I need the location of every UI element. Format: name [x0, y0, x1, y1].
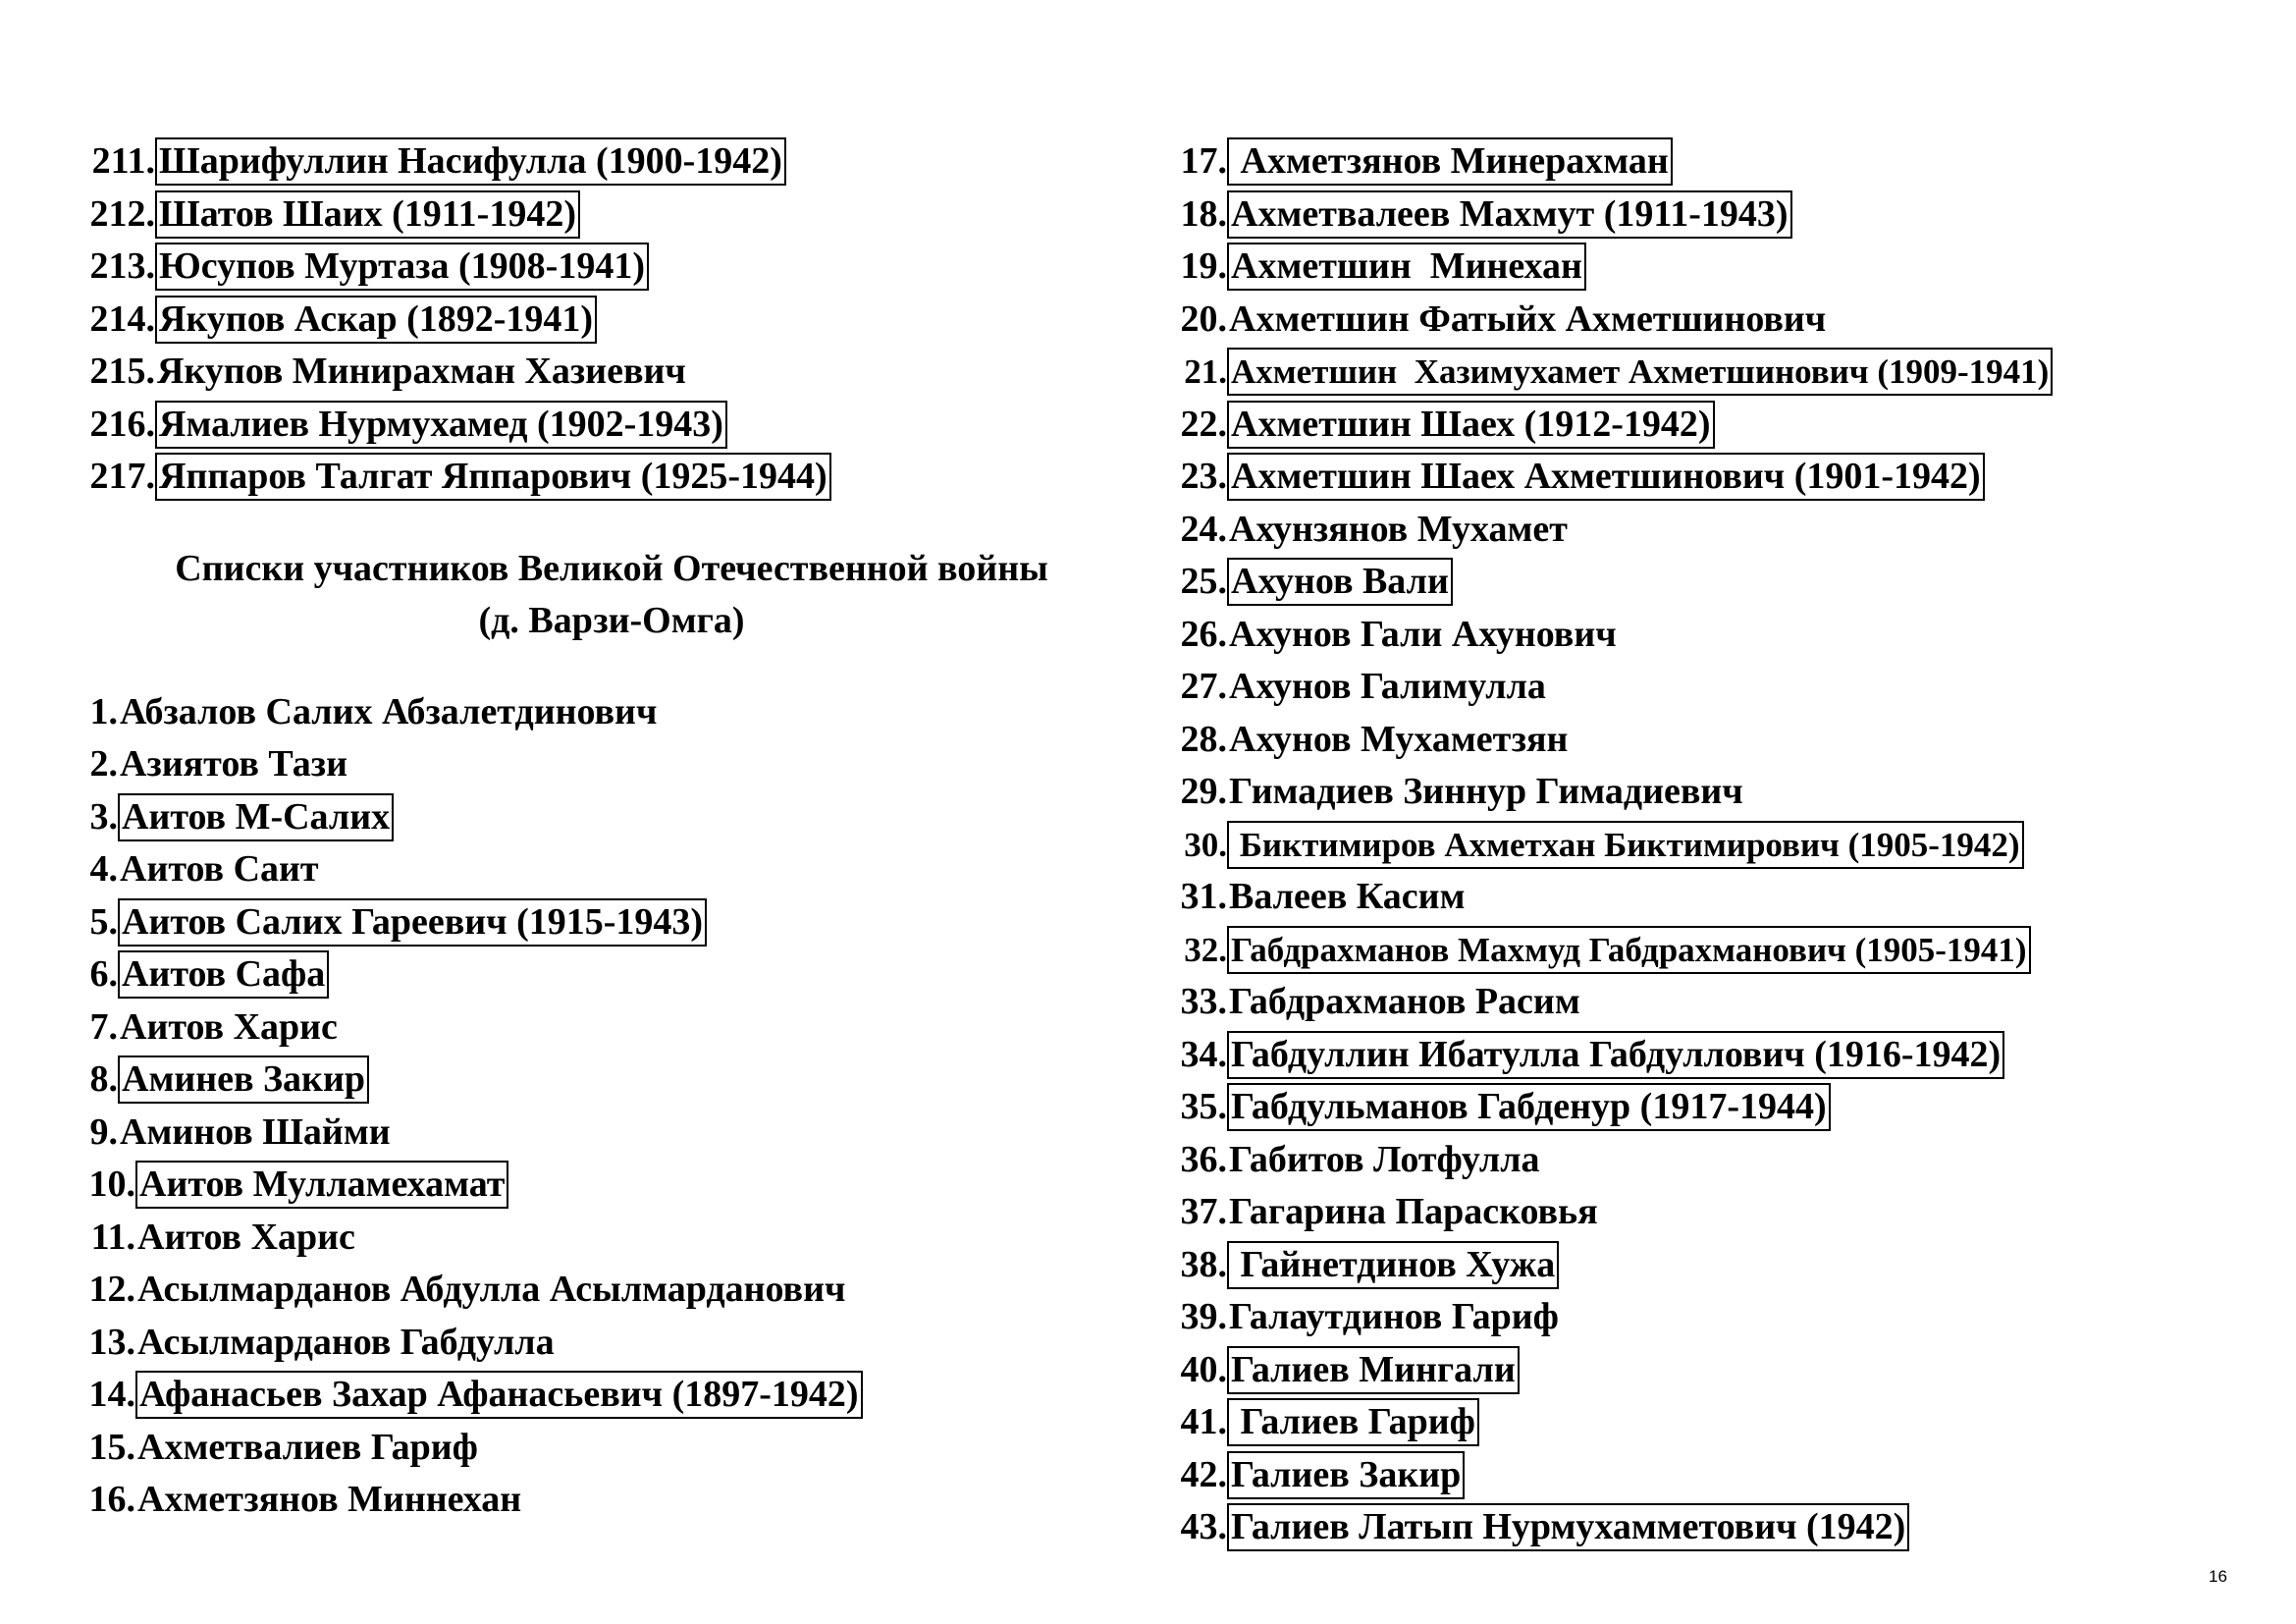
item-number: 19. — [1180, 245, 1227, 287]
item-name-boxed: Галиев Гариф — [1227, 1398, 1479, 1446]
item-name-boxed: Якупов Аскар (1892-1941) — [155, 296, 597, 344]
item-name-boxed: Гайнетдинов Хужа — [1227, 1241, 1559, 1289]
item-name-boxed: Аитов Салих Гареевич (1915-1943) — [118, 898, 707, 947]
participants-list-right — [1168, 135, 2258, 1554]
item-number: 15. — [88, 1426, 135, 1468]
item-number: 39. — [1180, 1296, 1227, 1337]
item-number: 8. — [89, 1058, 118, 1100]
item-number: 36. — [1180, 1138, 1227, 1180]
item-name-boxed: Ахметвалеев Махмут (1911-1943) — [1227, 190, 1792, 239]
item-number: 22. — [1180, 403, 1227, 445]
item-name-boxed: Аитов М-Салих — [118, 793, 394, 841]
item-number: 25. — [1180, 561, 1227, 602]
list-item — [77, 948, 1137, 1001]
list-item — [1168, 924, 2258, 977]
item-number: 212. — [89, 192, 155, 235]
list-item — [1168, 976, 2258, 1029]
list-item — [1168, 1081, 2258, 1134]
item-name-boxed: Шатов Шаих (1911-1942) — [155, 190, 580, 239]
list-item — [77, 451, 1137, 504]
item-name: Ахунзянов Мухамет — [1229, 508, 1568, 550]
item-name: Ахметвалиев Гариф — [137, 1426, 478, 1468]
item-name-boxed: Юсупов Муртаза (1908-1941) — [155, 243, 649, 291]
item-number: 27. — [1180, 666, 1227, 707]
list-item — [77, 1159, 1137, 1212]
item-name: Ахунов Гали Ахунович — [1229, 613, 1617, 655]
item-name-boxed: Ахметзянов Минерахман — [1227, 137, 1673, 186]
list-item — [77, 1369, 1137, 1422]
list-continuation — [77, 135, 1137, 504]
list-item — [77, 1422, 1137, 1475]
item-name-boxed: Габдуллин Ибатулла Габдуллович (1916-1942) — [1227, 1031, 2004, 1079]
item-name-boxed: Аитов Мулламехамат — [135, 1161, 508, 1209]
item-name-boxed: Габдрахманов Махмуд Габдрахманович (1905-1941) — [1227, 926, 2031, 974]
item-name: Ахметзянов Миннехан — [137, 1479, 522, 1520]
item-number: 38. — [1180, 1243, 1227, 1285]
list-item — [1168, 766, 2258, 819]
list-item — [77, 1264, 1137, 1317]
item-number: 26. — [1180, 613, 1227, 655]
item-number: 37. — [1180, 1191, 1227, 1232]
list-item — [1168, 1449, 2258, 1502]
item-number: 30. — [1184, 825, 1227, 864]
item-number: 23. — [1180, 456, 1227, 497]
section-heading — [77, 543, 1147, 647]
list-item — [77, 399, 1137, 452]
item-number: 2. — [89, 743, 118, 785]
item-name: Гагарина Парасковья — [1229, 1191, 1598, 1232]
item-number: 29. — [1180, 771, 1227, 812]
left-column — [77, 135, 1137, 1527]
item-number: 14. — [88, 1374, 135, 1415]
item-number: 28. — [1180, 718, 1227, 760]
item-number: 18. — [1180, 192, 1227, 235]
item-number: 7. — [89, 1005, 118, 1048]
item-name-boxed: Биктимиров Ахметхан Биктимирович (1905-1942) — [1227, 821, 2024, 869]
list-item — [1168, 661, 2258, 714]
item-name: Азиятов Тази — [120, 743, 347, 785]
item-number: 21. — [1184, 352, 1227, 391]
list-item — [77, 1054, 1137, 1107]
right-column — [1168, 135, 2258, 1554]
item-number: 43. — [1180, 1506, 1227, 1547]
list-item — [77, 686, 1137, 739]
list-item — [77, 1474, 1137, 1527]
list-item — [77, 843, 1137, 896]
participants-list-left — [77, 686, 1137, 1527]
item-name: Асылмарданов Абдулла Асылмарданович — [137, 1269, 846, 1310]
item-name-boxed: Галиев Закир — [1227, 1451, 1465, 1499]
list-item — [77, 1107, 1137, 1160]
list-item — [77, 1317, 1137, 1370]
list-item — [77, 738, 1137, 791]
item-number: 217. — [89, 456, 155, 497]
item-name-boxed: Аитов Сафа — [118, 950, 329, 999]
list-item — [77, 791, 1137, 844]
item-name-boxed: Ахметшин Шаех Ахметшинович (1901-1942) — [1227, 453, 1985, 501]
page-number: 16 — [2209, 1567, 2227, 1586]
list-item — [1168, 294, 2258, 347]
list-item — [1168, 1239, 2258, 1292]
item-name-boxed: Афанасьев Захар Афанасьевич (1897-1942) — [135, 1371, 863, 1419]
list-item — [77, 346, 1137, 399]
item-name: Габдрахманов Расим — [1229, 981, 1580, 1022]
item-name-boxed: Ахунов Вали — [1227, 558, 1453, 606]
item-name: Аитов Харис — [120, 1005, 338, 1048]
item-number: 16. — [88, 1479, 135, 1520]
list-item — [1168, 1291, 2258, 1344]
item-number: 214. — [89, 298, 155, 340]
list-item — [1168, 189, 2258, 242]
list-item — [1168, 135, 2258, 189]
heading-line-2: (д. Варзи-Омга) — [478, 599, 745, 641]
item-number: 1. — [89, 690, 118, 732]
item-name-boxed: Аминев Закир — [118, 1056, 369, 1104]
list-item — [1168, 399, 2258, 452]
item-name: Аитов Саит — [120, 848, 319, 890]
item-name-boxed: Ахметшин Шаех (1912-1942) — [1227, 401, 1715, 449]
list-item — [1168, 1029, 2258, 1082]
list-item — [77, 189, 1137, 242]
item-number: 42. — [1180, 1453, 1227, 1495]
heading-line-1: Списки участников Великой Отечественной войны — [175, 547, 1048, 589]
item-number: 213. — [89, 245, 155, 287]
list-item — [1168, 1344, 2258, 1397]
list-item — [1168, 1186, 2258, 1239]
item-name-boxed: Яппаров Талгат Яппарович (1925-1944) — [155, 453, 831, 501]
list-item — [1168, 871, 2258, 924]
item-number: 17. — [1180, 140, 1227, 182]
list-item — [1168, 1501, 2258, 1554]
item-number: 215. — [89, 351, 155, 392]
item-number: 4. — [89, 848, 118, 890]
list-item — [77, 241, 1137, 294]
item-name-boxed: Шарифуллин Насифулла (1900-1942) — [155, 137, 786, 186]
item-name: Валеев Касим — [1229, 876, 1466, 917]
item-number: 3. — [89, 795, 118, 838]
item-number: 32. — [1184, 930, 1227, 969]
list-item — [1168, 451, 2258, 504]
item-name: Якупов Минирахман Хазиевич — [157, 351, 686, 392]
list-item — [1168, 819, 2258, 872]
list-item — [1168, 504, 2258, 557]
item-number: 211. — [91, 140, 155, 182]
item-name: Аитов Харис — [137, 1216, 355, 1258]
list-item — [77, 1001, 1137, 1055]
item-name-boxed: Ахметшин Минехан — [1227, 243, 1586, 291]
item-name-boxed: Габдульманов Габденур (1917-1944) — [1227, 1083, 1831, 1131]
item-number: 33. — [1180, 981, 1227, 1022]
item-name: Ахунов Мухаметзян — [1229, 718, 1569, 760]
item-name-boxed: Ахметшин Хазимухамет Ахметшинович (1909-1941) — [1227, 348, 2053, 396]
item-number: 34. — [1180, 1033, 1227, 1075]
item-number: 31. — [1180, 876, 1227, 917]
item-name: Галаутдинов Гариф — [1229, 1296, 1559, 1337]
item-number: 24. — [1180, 508, 1227, 550]
item-number: 5. — [89, 900, 118, 943]
item-number: 9. — [89, 1110, 118, 1153]
item-name: Абзалов Салих Абзалетдинович — [120, 690, 658, 732]
item-name: Ахунов Галимулла — [1229, 666, 1546, 707]
item-name: Гимадиев Зиннур Гимадиевич — [1229, 771, 1743, 812]
item-name: Аминов Шайми — [120, 1110, 391, 1153]
item-number: 41. — [1180, 1401, 1227, 1442]
item-number: 11. — [90, 1216, 135, 1258]
item-number: 10. — [88, 1164, 135, 1205]
item-number: 35. — [1180, 1086, 1227, 1127]
item-name: Габитов Лотфулла — [1229, 1138, 1540, 1180]
item-name: Асылмарданов Габдулла — [137, 1321, 555, 1363]
list-item — [77, 294, 1137, 347]
list-item — [77, 1212, 1137, 1265]
list-item — [1168, 346, 2258, 399]
item-number: 12. — [88, 1269, 135, 1310]
item-name-boxed: Галиев Латып Нурмухамметович (1942) — [1227, 1503, 1909, 1551]
list-item — [1168, 241, 2258, 294]
item-number: 40. — [1180, 1348, 1227, 1390]
item-name-boxed: Галиев Мингали — [1227, 1346, 1520, 1394]
list-item — [1168, 1134, 2258, 1187]
item-name-boxed: Ямалиев Нурмухамед (1902-1943) — [155, 401, 727, 449]
item-number: 216. — [89, 403, 155, 445]
list-item — [1168, 556, 2258, 609]
list-item — [77, 135, 1137, 189]
item-number: 20. — [1180, 298, 1227, 340]
list-item — [1168, 609, 2258, 662]
item-number: 13. — [88, 1321, 135, 1363]
item-name: Ахметшин Фатыйх Ахметшинович — [1229, 298, 1827, 340]
item-number: 6. — [89, 953, 118, 995]
list-item — [1168, 714, 2258, 767]
list-item — [1168, 1396, 2258, 1449]
list-item — [77, 896, 1137, 949]
